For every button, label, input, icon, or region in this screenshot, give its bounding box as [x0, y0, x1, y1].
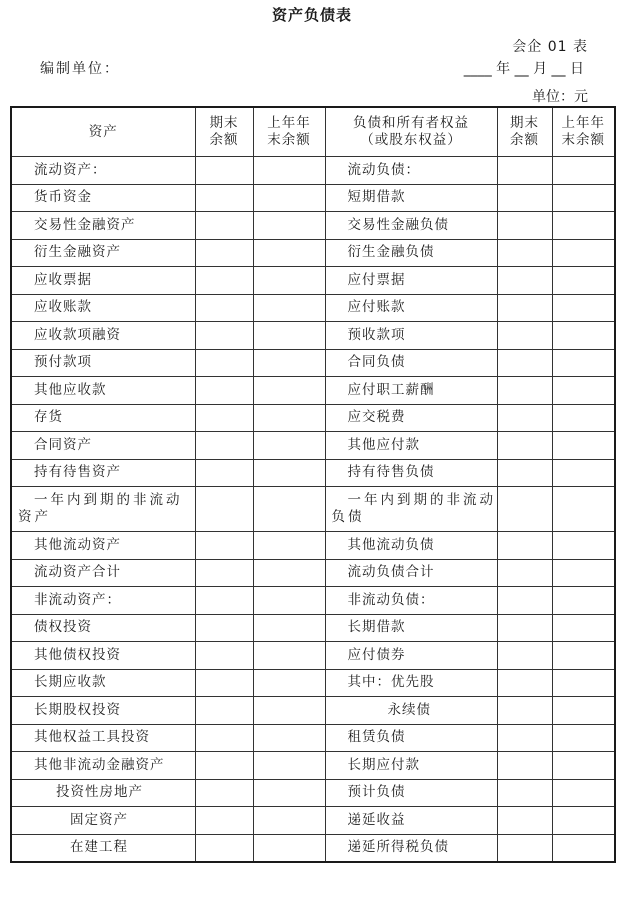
liab-prior-cell[interactable] [552, 239, 615, 267]
table-row [11, 779, 615, 807]
liab-label: 交易性金融负债 [325, 212, 497, 240]
liab-label: 递延所得税负债 [325, 834, 497, 862]
liab-prior-cell[interactable] [552, 267, 615, 295]
liab-prior-cell[interactable] [552, 669, 615, 697]
liab-label: 应交税费 [325, 404, 497, 432]
asset-end-cell[interactable] [195, 559, 253, 587]
table-row [11, 697, 615, 725]
liab-end-cell[interactable] [497, 559, 552, 587]
report-date-line: ____ 年 __ 月 __ 日 [463, 61, 584, 77]
liab-end-cell[interactable] [497, 614, 552, 642]
asset-prior-cell[interactable] [253, 559, 325, 587]
asset-label: 非流动资产： [11, 587, 195, 615]
asset-prior-cell[interactable] [253, 239, 325, 267]
liab-end-cell[interactable] [497, 532, 552, 560]
liab-prior-cell[interactable] [552, 349, 615, 377]
table-row [11, 294, 615, 322]
asset-end-cell[interactable] [195, 377, 253, 405]
table-row [11, 377, 615, 405]
asset-label: 交易性金融资产 [11, 212, 195, 240]
table-row [11, 724, 615, 752]
asset-end-cell[interactable] [195, 642, 253, 670]
liab-end-cell[interactable] [497, 212, 552, 240]
table-row [11, 487, 615, 532]
liab-end-cell[interactable] [497, 752, 552, 780]
header-assets-prior-balance [253, 107, 325, 157]
liab-label: 持有待售负债 [325, 459, 497, 487]
liab-prior-cell[interactable] [552, 294, 615, 322]
asset-end-cell[interactable] [195, 614, 253, 642]
asset-label: 债权投资 [11, 614, 195, 642]
liab-prior-cell[interactable] [552, 587, 615, 615]
liab-end-cell[interactable] [497, 432, 552, 460]
liab-end-cell[interactable] [497, 807, 552, 835]
asset-label: 投资性房地产 [11, 779, 195, 807]
table-row [11, 239, 615, 267]
asset-prior-cell[interactable] [253, 349, 325, 377]
liab-end-cell[interactable] [497, 322, 552, 350]
liab-label: 递延收益 [325, 807, 497, 835]
liab-prior-cell[interactable] [552, 779, 615, 807]
liab-end-cell[interactable] [497, 697, 552, 725]
table-row [11, 669, 615, 697]
asset-end-cell[interactable] [195, 294, 253, 322]
asset-label: 流动资产合计 [11, 559, 195, 587]
liab-end-cell[interactable] [497, 239, 552, 267]
liab-label: 预计负债 [325, 779, 497, 807]
asset-prior-cell[interactable] [253, 184, 325, 212]
table-row [11, 404, 615, 432]
asset-end-cell[interactable] [195, 239, 253, 267]
liab-prior-cell[interactable] [552, 752, 615, 780]
asset-prior-cell[interactable] [253, 487, 325, 532]
asset-end-cell[interactable] [195, 267, 253, 295]
liab-label: 非流动负债： [325, 587, 497, 615]
header-liabilities-equity [325, 107, 497, 157]
liab-end-cell[interactable] [497, 587, 552, 615]
liab-label: 永续债 [325, 697, 497, 725]
asset-end-cell[interactable] [195, 697, 253, 725]
asset-prior-cell[interactable] [253, 432, 325, 460]
table-row [11, 432, 615, 460]
liab-prior-cell[interactable] [552, 404, 615, 432]
asset-prior-cell[interactable] [253, 459, 325, 487]
liab-end-cell[interactable] [497, 267, 552, 295]
asset-prior-cell[interactable] [253, 294, 325, 322]
asset-label: 存货 [11, 404, 195, 432]
asset-label: 固定资产 [11, 807, 195, 835]
table-row [11, 834, 615, 862]
asset-end-cell[interactable] [195, 807, 253, 835]
liab-prior-cell[interactable] [552, 322, 615, 350]
asset-label: 在建工程 [11, 834, 195, 862]
form-number: 会企 01 表 [512, 39, 588, 55]
asset-label: 应收账款 [11, 294, 195, 322]
liab-prior-cell[interactable] [552, 487, 615, 532]
table-row [11, 587, 615, 615]
liab-end-cell[interactable] [497, 779, 552, 807]
table-row [11, 267, 615, 295]
asset-prior-cell[interactable] [253, 322, 325, 350]
table-row [11, 532, 615, 560]
asset-prior-cell[interactable] [253, 779, 325, 807]
asset-end-cell[interactable] [195, 779, 253, 807]
asset-prior-cell[interactable] [253, 587, 325, 615]
asset-label: 长期应收款 [11, 669, 195, 697]
header-liab-end-balance [497, 107, 552, 157]
liab-label: 流动负债合计 [325, 559, 497, 587]
asset-label: 合同资产 [11, 432, 195, 460]
table-row [11, 349, 615, 377]
liab-label: 衍生金融负债 [325, 239, 497, 267]
asset-label: 流动资产： [11, 157, 195, 185]
asset-prior-cell[interactable] [253, 532, 325, 560]
preparing-unit-label: 编制单位： [40, 61, 120, 77]
liab-prior-cell[interactable] [552, 834, 615, 862]
asset-label: 货币资金 [11, 184, 195, 212]
table-row [11, 807, 615, 835]
liab-label: 长期借款 [325, 614, 497, 642]
asset-prior-cell[interactable] [253, 212, 325, 240]
liab-prior-cell[interactable] [552, 212, 615, 240]
asset-label: 其他权益工具投资 [11, 724, 195, 752]
header-assets: 资产 [11, 107, 195, 157]
asset-prior-cell[interactable] [253, 807, 325, 835]
asset-end-cell[interactable] [195, 834, 253, 862]
liab-label: 应付账款 [325, 294, 497, 322]
liab-prior-cell[interactable] [552, 459, 615, 487]
header-assets-end-balance [195, 107, 253, 157]
asset-label: 应收款项融资 [11, 322, 195, 350]
asset-prior-cell[interactable] [253, 669, 325, 697]
liab-prior-cell[interactable] [552, 559, 615, 587]
asset-end-cell[interactable] [195, 349, 253, 377]
liab-prior-cell[interactable] [552, 432, 615, 460]
table-row [11, 184, 615, 212]
liab-end-cell[interactable] [497, 349, 552, 377]
report-title: 资产负债表 [271, 6, 352, 24]
asset-prior-cell[interactable] [253, 404, 325, 432]
table-row [11, 642, 615, 670]
asset-label: 其他应收款 [11, 377, 195, 405]
liab-label: 合同负债 [325, 349, 497, 377]
asset-end-cell[interactable] [195, 404, 253, 432]
asset-prior-cell[interactable] [253, 697, 325, 725]
table-row [11, 559, 615, 587]
header-assets-end-text: 期末 余额 [209, 115, 239, 148]
liab-prior-cell[interactable] [552, 614, 615, 642]
liab-label: 一年内到期的非流动负债 [325, 487, 497, 532]
asset-label: 应收票据 [11, 267, 195, 295]
liab-end-cell[interactable] [497, 157, 552, 185]
asset-label: 其他流动资产 [11, 532, 195, 560]
asset-end-cell[interactable] [195, 459, 253, 487]
asset-label: 持有待售资产 [11, 459, 195, 487]
asset-label: 长期股权投资 [11, 697, 195, 725]
liab-end-cell[interactable] [497, 642, 552, 670]
liab-end-cell[interactable] [497, 834, 552, 862]
liab-end-cell[interactable] [497, 459, 552, 487]
liab-label: 长期应付款 [325, 752, 497, 780]
liab-end-cell[interactable] [497, 724, 552, 752]
table-row [11, 212, 615, 240]
asset-prior-cell[interactable] [253, 267, 325, 295]
liab-prior-cell[interactable] [552, 157, 615, 185]
asset-prior-cell[interactable] [253, 834, 325, 862]
liab-label: 其他应付款 [325, 432, 497, 460]
asset-end-cell[interactable] [195, 184, 253, 212]
asset-end-cell[interactable] [195, 669, 253, 697]
asset-end-cell[interactable] [195, 322, 253, 350]
liab-label: 应付票据 [325, 267, 497, 295]
currency-unit: 单位：元 [532, 89, 588, 105]
table-row [11, 157, 615, 185]
asset-end-cell[interactable] [195, 157, 253, 185]
liab-prior-cell[interactable] [552, 377, 615, 405]
header-liab-prior-balance [552, 107, 615, 157]
liab-prior-cell[interactable] [552, 184, 615, 212]
header-liab-end-text: 期末 余额 [510, 115, 539, 148]
liab-prior-cell[interactable] [552, 697, 615, 725]
liab-end-cell[interactable] [497, 487, 552, 532]
header-assets-prior-text: 上年年 末余额 [267, 115, 311, 148]
asset-end-cell[interactable] [195, 212, 253, 240]
liab-label: 租赁负债 [325, 724, 497, 752]
table-row [11, 459, 615, 487]
asset-end-cell[interactable] [195, 752, 253, 780]
liab-label: 其中：优先股 [325, 669, 497, 697]
asset-label: 预付款项 [11, 349, 195, 377]
liab-end-cell[interactable] [497, 669, 552, 697]
asset-label: 一年内到期的非流动资产 [11, 487, 195, 532]
asset-prior-cell[interactable] [253, 724, 325, 752]
liab-label: 短期借款 [325, 184, 497, 212]
asset-prior-cell[interactable] [253, 157, 325, 185]
liab-label: 流动负债： [325, 157, 497, 185]
asset-end-cell[interactable] [195, 724, 253, 752]
asset-prior-cell[interactable] [253, 752, 325, 780]
liab-end-cell[interactable] [497, 377, 552, 405]
asset-end-cell[interactable] [195, 587, 253, 615]
liab-prior-cell[interactable] [552, 642, 615, 670]
asset-end-cell[interactable] [195, 487, 253, 532]
asset-prior-cell[interactable] [253, 377, 325, 405]
liab-label: 其他流动负债 [325, 532, 497, 560]
liab-prior-cell[interactable] [552, 807, 615, 835]
asset-prior-cell[interactable] [253, 642, 325, 670]
table-row [11, 322, 615, 350]
liab-label: 应付职工薪酬 [325, 377, 497, 405]
asset-end-cell[interactable] [195, 532, 253, 560]
header-liabilities-text: 负债和所有者权益 （或股东权益） [353, 115, 469, 148]
liab-end-cell[interactable] [497, 404, 552, 432]
table-row [11, 614, 615, 642]
asset-label: 其他债权投资 [11, 642, 195, 670]
liab-end-cell[interactable] [497, 294, 552, 322]
asset-label: 衍生金融资产 [11, 239, 195, 267]
header-liab-prior-text: 上年年 末余额 [561, 115, 605, 148]
asset-label: 其他非流动金融资产 [11, 752, 195, 780]
liab-prior-cell[interactable] [552, 532, 615, 560]
asset-end-cell[interactable] [195, 432, 253, 460]
liab-label: 应付债券 [325, 642, 497, 670]
table-header-row [11, 107, 615, 157]
liab-prior-cell[interactable] [552, 724, 615, 752]
asset-prior-cell[interactable] [253, 614, 325, 642]
balance-sheet-table [10, 106, 616, 863]
liab-end-cell[interactable] [497, 184, 552, 212]
table-row [11, 752, 615, 780]
liab-label: 预收款项 [325, 322, 497, 350]
